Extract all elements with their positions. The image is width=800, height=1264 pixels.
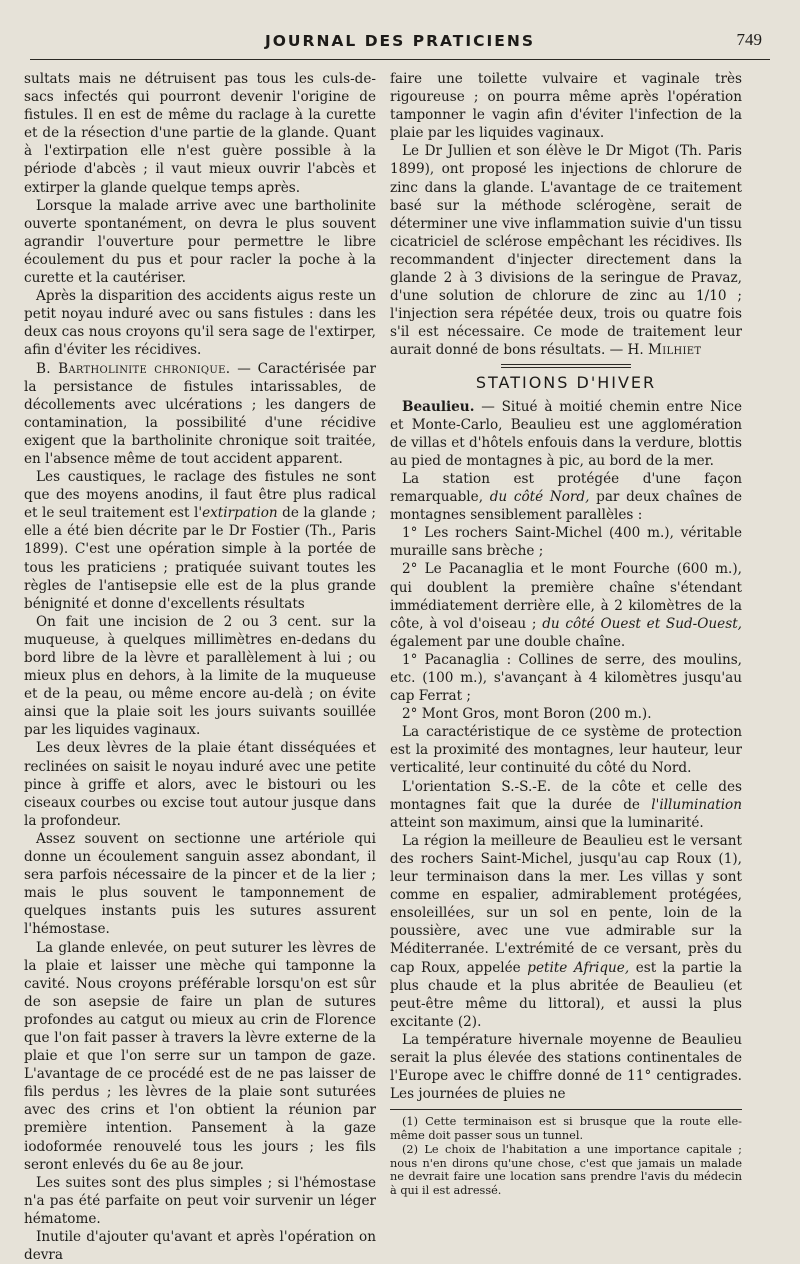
- text-run: est la partie la plus chaude et la plus abritée de Beaulieu (et peut-être même du littoral), et aussi la plus excitante (2).: [390, 959, 742, 1030]
- journal-title: JOURNAL DES PRATICIENS: [264, 32, 535, 50]
- author-signature: Milhiet: [648, 342, 702, 359]
- paragraph: [24, 468, 376, 613]
- text-run: Le Dr Jullien et son élève le Dr Migot (Th. Paris 1899), ont proposé les injections de chlorure de zinc dans la glande. L'avantage de ce traitement basé sur la méthode sclérogène, serait de déterminer une vive inflammation suivie d'un tissu cicatriciel de sclérose empêchant les récidives. Ils recommandent d'injecter directement dans la glande 2 à 3 divisions de la seringue de Pravaz, d'une solution de chlorure de zinc au 1/10 ; l'injection sera répétée deux, trois ou quatre fois s'il est nécessaire. Ce mode de traitement leur aurait donné de bons résultats. — H.: [390, 143, 742, 359]
- paragraph: Les suites sont des plus simples ; si l'hémostase n'a pas été parfaite on peut voir survenir un léger hématome.: [24, 1174, 376, 1227]
- text-run: également par une double chaîne.: [390, 633, 626, 650]
- footnote: (1) Cette terminaison est si brusque que la route elle-même doit passer sous un tunnel.: [390, 1115, 742, 1143]
- paragraph: sultats mais ne détruisent pas tous les culs-de-sacs infectés qui pourront devenir l'origine de fistules. Il en est de même du raclage à la curette et de la résection d'une partie de la glande. Quant à l'extirpation elle n'est guère possible à la période d'abcès ; il vaut mieux ouvrir l'abcès et extirper la glande quelque temps après.: [24, 71, 376, 196]
- paragraph-beaulieu: [390, 398, 742, 470]
- paragraph: [390, 142, 742, 359]
- header-rule: [30, 59, 770, 60]
- subheading-chronic: B. Bartholinite chronique.: [36, 360, 231, 377]
- chronic-text: — Caractérisée par la persistance de fistules intarissables, de décollements avec ulcérations ; les dangers de contamination, la possibilité d'une récidive exigent que la bartholinite chronique soit traitée, en l'absence même de tout accident apparent.: [24, 360, 376, 467]
- text-run: La station est protégée d'une façon remarquable,: [390, 470, 742, 506]
- paragraph: Lorsque la malade arrive avec une bartholinite ouverte spontanément, on devra le plus souvent agrandir l'ouverture pour permettre le libre écoulement du pus et pour racler la poche à la curette et la cautériser.: [24, 197, 376, 287]
- italic-run: l'illumination: [651, 796, 742, 813]
- text-run: par deux chaînes de montagnes sensiblement parallèles :: [390, 489, 742, 524]
- text-run: L'orientation S.-S.-E. de la côte et celle des montagnes fait que la durée de: [390, 778, 742, 813]
- right-column: [390, 70, 742, 1198]
- paragraph-chronic: [24, 360, 376, 469]
- text-run: atteint son maximum, ainsi que la luminarité.: [390, 814, 704, 831]
- italic-run: petite Afrique,: [527, 959, 630, 976]
- paragraph: [390, 778, 742, 832]
- footnote-rule: [390, 1109, 742, 1110]
- place-name: Beaulieu.: [402, 398, 475, 415]
- text-run: 2° Le Pacanaglia et le mont Fourche (600 m.), qui doublent la première chaîne s'étendant immédiatement derrière elle, à 2 kilomètres de la côte, à vol d'oiseau ;: [390, 561, 742, 632]
- paragraph: La caractéristique de ce système de protection est la proximité des montagnes, leur hauteur, leur verticalité, leur continuité du côté du Nord.: [390, 724, 742, 777]
- page-header: [30, 28, 770, 58]
- paragraph: Assez souvent on sectionne une artériole qui donne un écoulement sanguin assez abondant, il sera parfois nécessaire de la pincer et de la lier ; mais le plus souvent le tamponnement de quelques instants puis les sutures assurent l'hémostase.: [24, 830, 376, 938]
- section-divider: [501, 364, 631, 368]
- section-title: STATIONS D'HIVER: [475, 372, 657, 392]
- list-item: 1° Pacanaglia : Collines de serre, des moulins, etc. (100 m.), s'avançant à 4 kilomètres jusqu'au cap Ferrat ;: [390, 651, 742, 705]
- text-run: de la glande ; elle a été bien décrite par le Dr Fostier (Th., Paris 1899). C'est une opération simple à la portée de tous les praticiens ; pratiquée suivant toutes les règles de l'antisepsie elle est de la plus grande bénignité et donne d'excellents résultats: [24, 505, 376, 612]
- paragraph: [390, 470, 742, 524]
- paragraph: La glande enlevée, on peut suturer les lèvres de la plaie et laisser une mèche qui tamponne la cavité. Nous croyons préférable lorsqu'on est sûr de son asepsie de faire un plan de sutures profondes au catgut ou mieux au crin de Florence que l'on fait passer à travers la lèvre externe de la plaie et que l'on serre sur un tampon de gaze. L'avantage de ce procédé est de ne pas laisser de fils perdus ; les lèvres de la plaie sont suturées avec des crins et l'on obtient la réunion par première intention. Pansement à la gaze iodoformée renouvelé tous les jours ; les fils seront enlevés du 6e au 8e jour.: [24, 939, 376, 1173]
- italic-run: du côté Nord,: [489, 489, 590, 506]
- text-run: Les caustiques, le raclage des fistules ne sont que des moyens anodins, il faut être plus radical et le seul traitement est l': [24, 469, 376, 522]
- italic-run: du côté Ouest et Sud-Ouest,: [542, 615, 742, 632]
- paragraph: faire une toilette vulvaire et vaginale très rigoureuse ; on pourra même après l'opération tamponner le vagin afin d'éviter l'infection de la plaie par les liquides vaginaux.: [390, 71, 742, 142]
- list-item: 1° Les rochers Saint-Michel (400 m.), véritable muraille sans brèche ;: [390, 525, 742, 560]
- text-run: La région la meilleure de Beaulieu est le versant des rochers Saint-Michel, jusqu'au cap Roux (1), leur terminaison dans la mer. Les villas y sont comme en espalier, admirablement protégées, ensoleillées, sur un sol en pente, loin de la poussière, avec une vue admirable sur la Méditerranée. L'extrémité de ce versant, près du cap Roux, appelée: [390, 832, 742, 976]
- paragraph: Inutile d'ajouter qu'avant et après l'opération on devra: [24, 1229, 376, 1264]
- paragraph: La température hivernale moyenne de Beaulieu serait la plus élevée des stations continentales de l'Europe avec le chiffre donné de 11° centigrades. Les journées de pluies ne: [390, 1031, 742, 1103]
- list-item: 2° Mont Gros, mont Boron (200 m.).: [402, 706, 652, 723]
- paragraph: Après la disparition des accidents aigus reste un petit noyau induré avec ou sans fistules : dans les deux cas nous croyons qu'il sera sage de l'extirper, afin d'éviter les récidives.: [24, 288, 376, 359]
- footnote: (2) Le choix de l'habitation a une importance capitale ; nous n'en dirons qu'une chose, c'est que jamais un malade ne devrait faire une location sans prendre l'avis du médecin à qui il est adressé.: [390, 1142, 742, 1198]
- paragraph: [390, 832, 742, 1031]
- list-item: [390, 560, 742, 650]
- italic-run: extirpation: [202, 505, 278, 522]
- paragraph: Les deux lèvres de la plaie étant disséquées et reclinées on saisit le noyau induré avec une petite pince à griffe et alors, avec le bistouri ou les ciseaux courbes ou excise tout autour jusque dans la profondeur.: [24, 740, 376, 829]
- left-column: [24, 70, 376, 1264]
- paragraph: On fait une incision de 2 ou 3 cent. sur la muqueuse, à quelques millimètres en-dedans du bord libre de la lèvre et parallèlement à lui ; ou mieux plus en dehors, à la limite de la muqueuse et de la peau, ou même encore au-delà ; on évite ainsi que la plaie soit les jours suivants souillée par les liquides vaginaux.: [24, 613, 376, 739]
- text-run: — Situé à moitié chemin entre Nice et Monte-Carlo, Beaulieu est une agglomération de villas et d'hôtels enfouis dans la verdure, blottis au pied de montagnes à pic, au bord de la mer.: [390, 398, 742, 469]
- page-number: 749: [736, 30, 762, 49]
